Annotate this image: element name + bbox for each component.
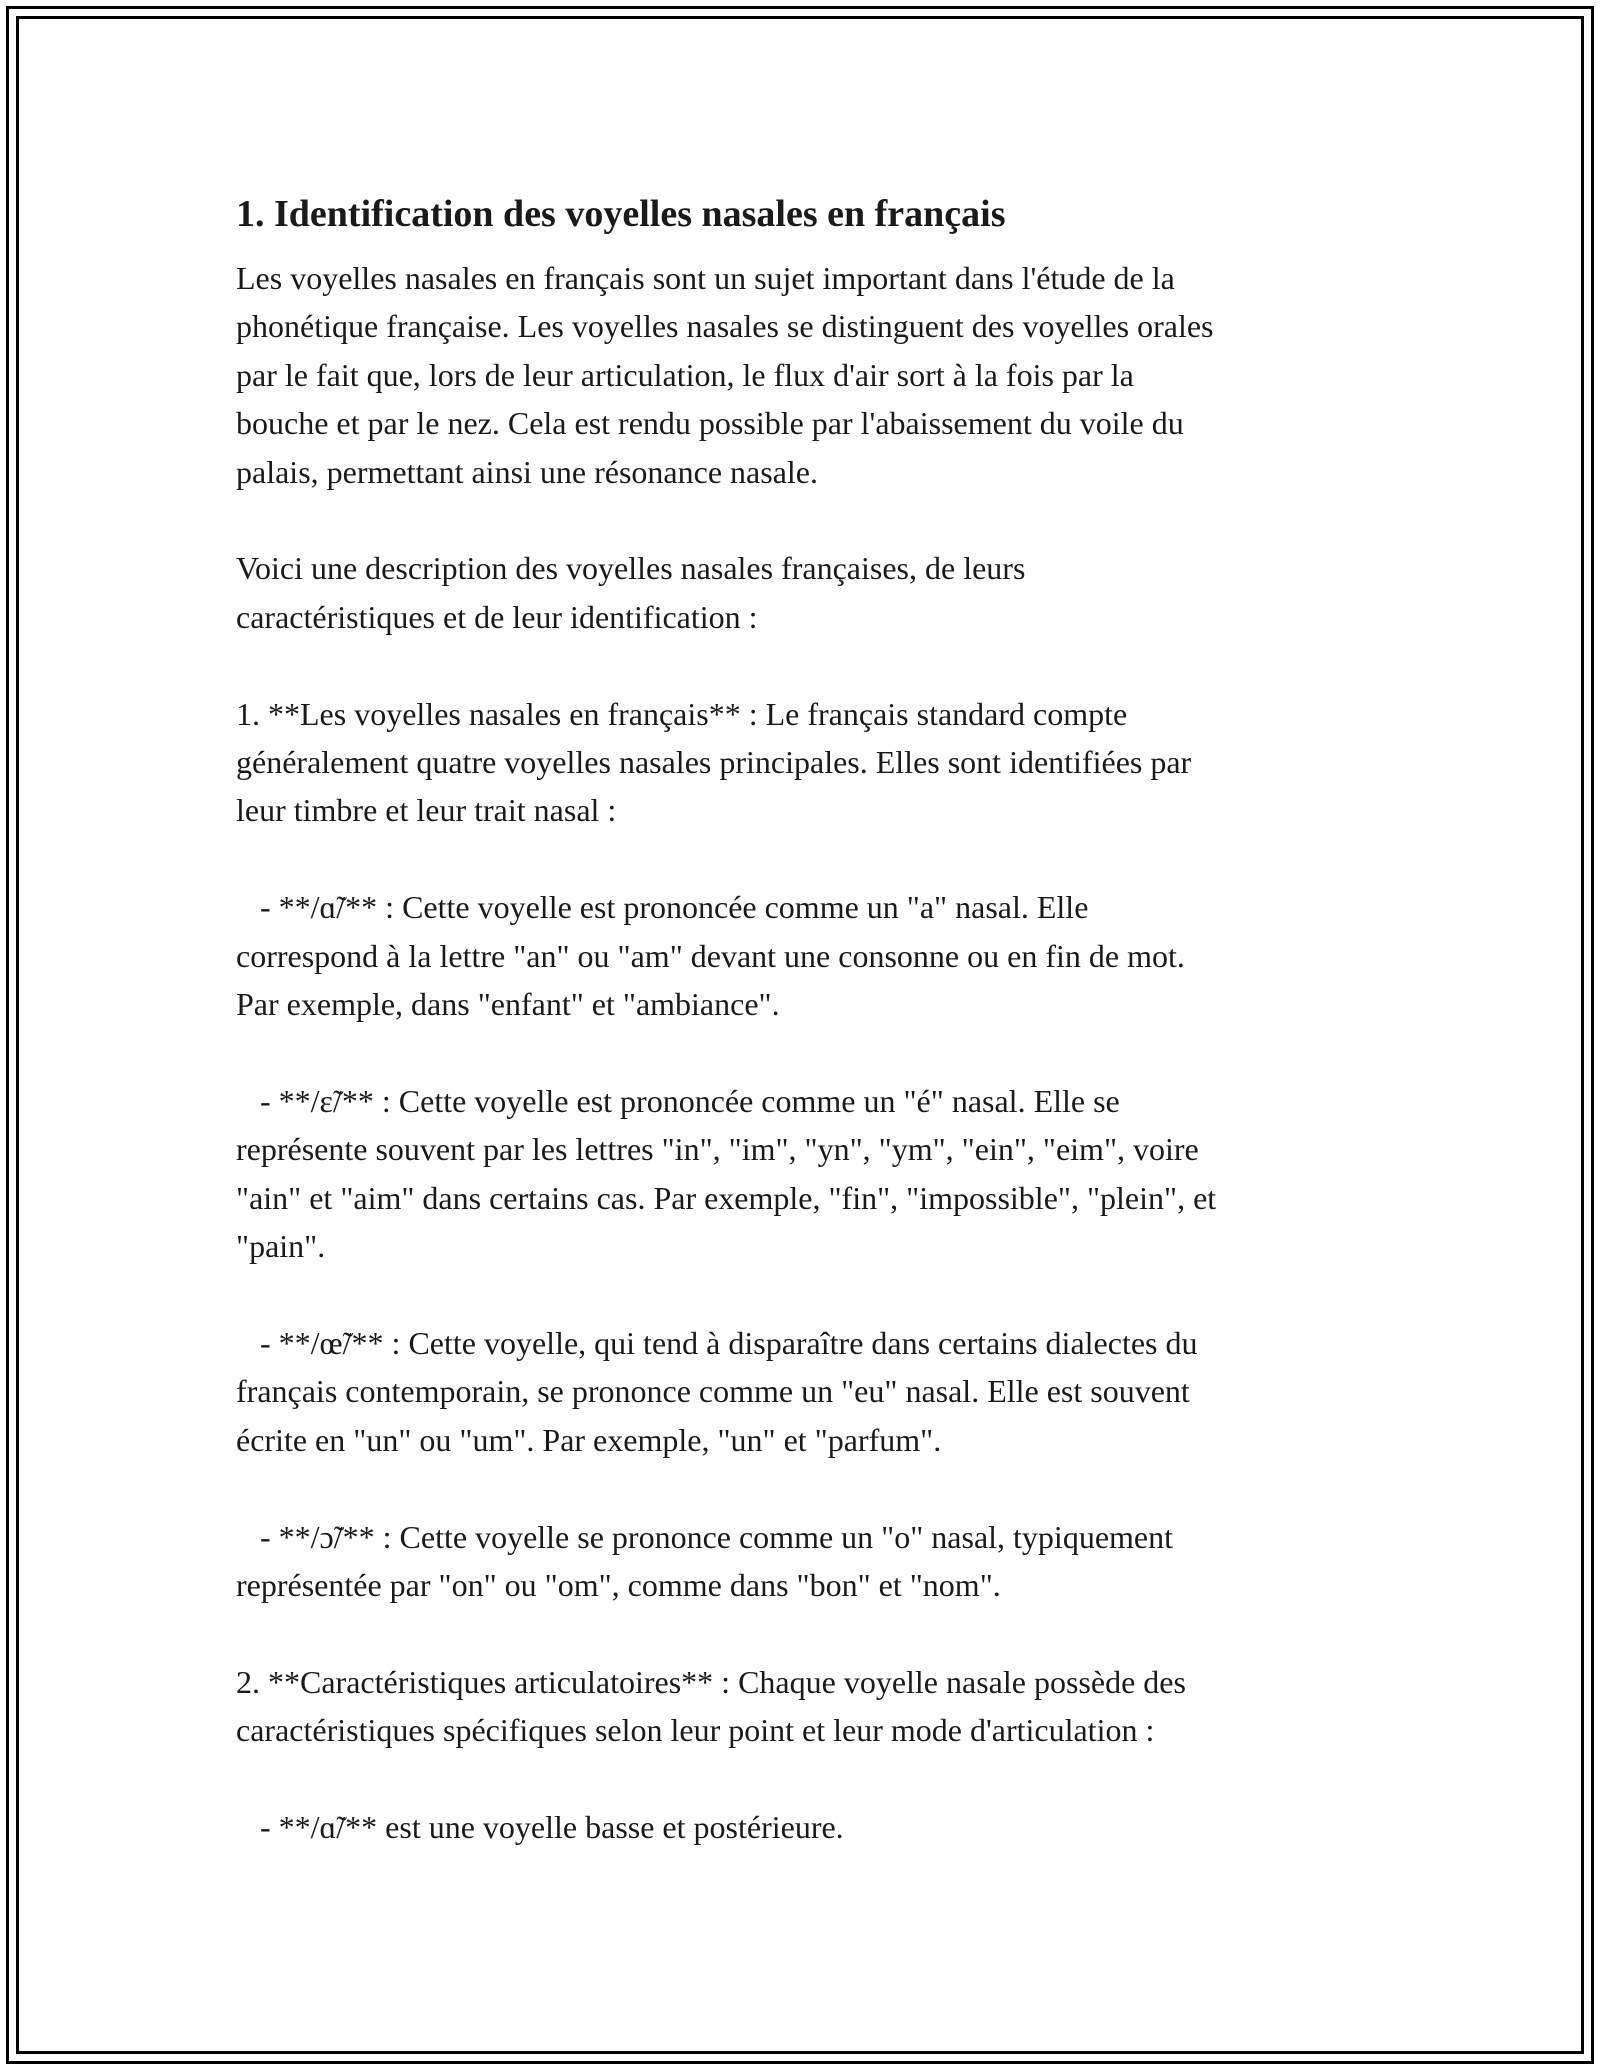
document-content (236, 186, 1376, 1851)
document-title: 1. Identification des voyelles nasales en français (236, 193, 1006, 235)
document-body: Les voyelles nasales en français sont un sujet important dans l'étude de la phonétique française. Les voyelles nasales se distinguent des voyelles orales par le fait que, lors de leur articulation, le flux d'air sort à la fois par la bouche et par le nez. Cela est rendu possible par l'abaissement du voile du palais, permettant ainsi une résonance nasale. Voici une description des voyelles nasales françaises, de leurs caractéristiques et de leur identification : 1. **Les voyelles nasales en français** : Le français standard compte généralement quatre voyelles nasales principales. Elles sont identifiées par leur timbre et leur trait nasal : - **/ɑ̃/** : Cette voyelle est prononcée comme un "a" nasal. Elle correspond à la lettre "an" ou "am" devant une consonne ou en fin de mot. Par exemple, dans "enfant" et "ambiance". - **/ɛ̃/** : Cette voyelle est prononcée comme un "é" nasal. Elle se représente souvent par les lettres "in", "im", "yn", "ym", "ein", "eim", voire "ain" et "aim" dans certains cas. Par exemple, "fin", "impossible", "plein", et "pain". - **/œ̃/** : Cette voyelle, qui tend à disparaître dans certains dialectes du français contemporain, se prononce comme un "eu" nasal. Elle est souvent écrite en "un" ou "um". Par exemple, "un" et "parfum". - **/ɔ̃/** : Cette voyelle se prononce comme un "o" nasal, typiquement représentée par "on" ou "om", comme dans "bon" et "nom". 2. **Caractéristiques articulatoires** : Chaque voyelle nasale possède des caractéristiques spécifiques selon leur point et leur mode d'articulation : - **/ɑ̃/** est une voyelle basse et postérieure. (236, 260, 1217, 1845)
